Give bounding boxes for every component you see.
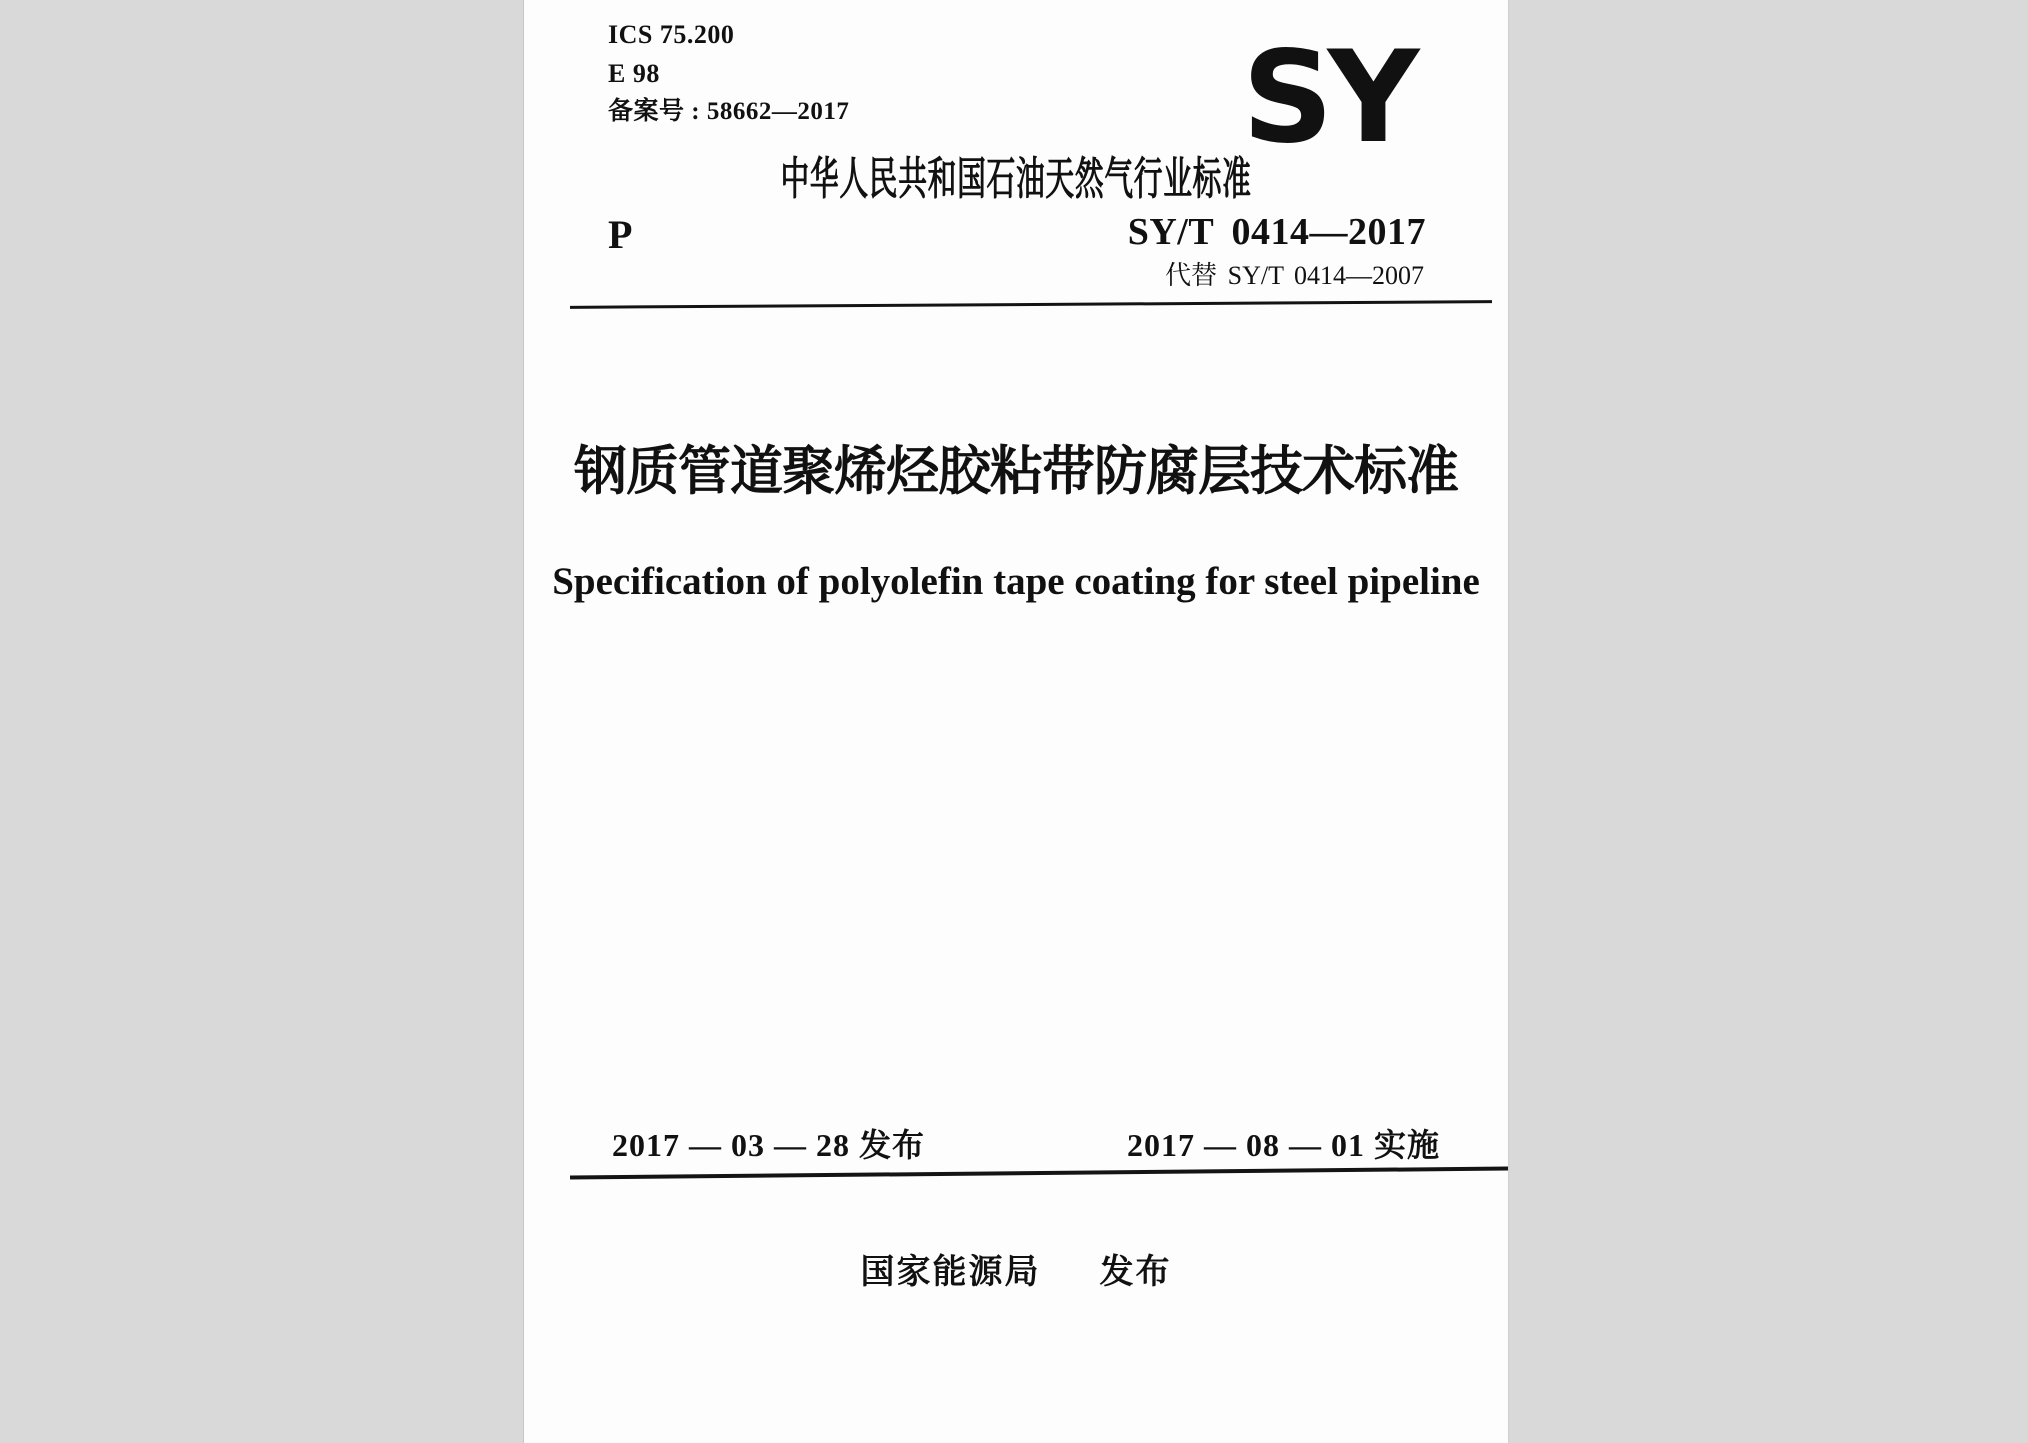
implement-date: 2017 — 08 — 01 实施 [1126, 1127, 1440, 1163]
replaces-note: 代替 SY/T 0414—2007 [1165, 261, 1424, 290]
scan-background-left [0, 0, 523, 1443]
issue-date: 2017 — 03 — 28 发布 [612, 1127, 926, 1163]
page-title-english: Specification of polyolefin tape coating for steel pipeline [552, 560, 1480, 603]
standard-number: SY/T 0414—2017 [1127, 211, 1426, 253]
ics-code: ICS 75.200 [608, 20, 735, 49]
sy-logo: SY [1242, 23, 1414, 171]
publisher-name: 国家能源局 [860, 1253, 1041, 1291]
dates-row [612, 1127, 1440, 1164]
footer-divider-rule [570, 1166, 1508, 1179]
publisher-action: 发布 [1099, 1253, 1172, 1291]
cover-page [523, 0, 1509, 1443]
page-title: 钢质管道聚烯烃胶粘带防腐层技术标准 [574, 442, 1458, 501]
category-code: P [608, 212, 633, 257]
jurisdiction-heading: 中华人民共和国石油天然气行业标准 [780, 153, 1252, 204]
scan-background-right [1507, 0, 2028, 1443]
document-class-code: E 98 [608, 59, 660, 88]
record-number: 备案号 : 58662—2017 [608, 98, 850, 125]
header-divider-rule [570, 300, 1492, 309]
publisher-row [524, 1253, 1508, 1292]
